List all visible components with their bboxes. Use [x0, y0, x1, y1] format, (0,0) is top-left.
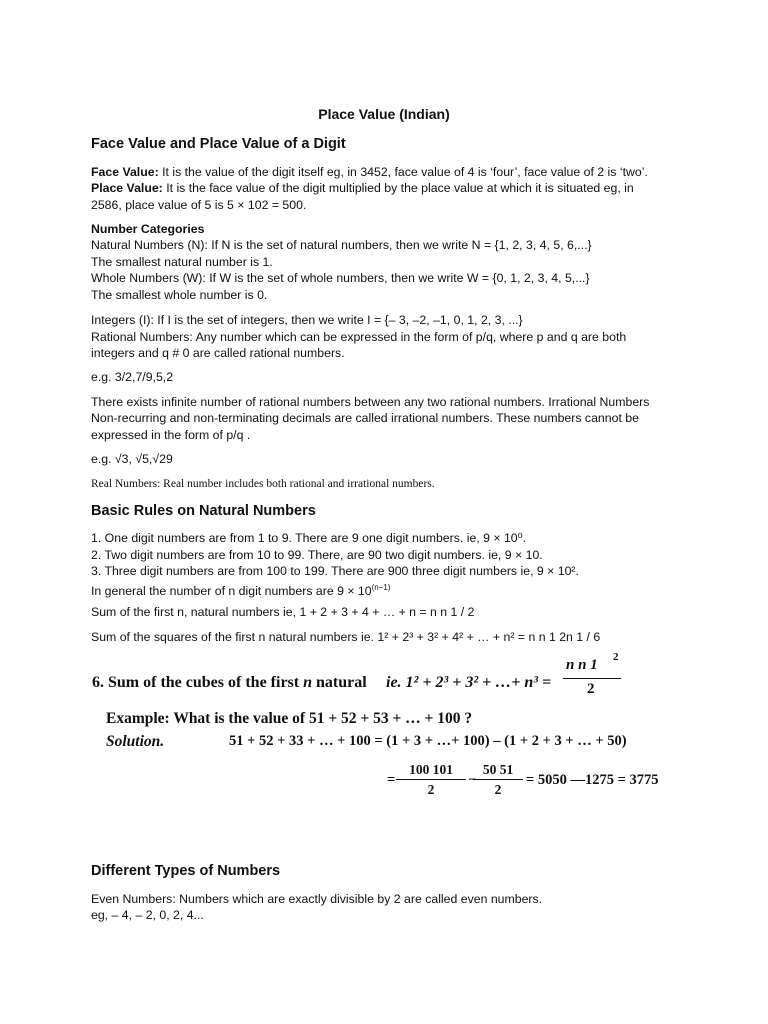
irrational-line3: expressed in the form of p/q .	[91, 428, 251, 442]
cubes-rule-tail: natural	[312, 674, 367, 691]
smallest-whole-line: The smallest whole number is 0.	[91, 288, 268, 302]
irrational-example: e.g. √3, √5,√29	[91, 452, 173, 466]
cubes-fraction-exponent: 2	[613, 651, 619, 663]
natural-numbers-line: Natural Numbers (N): If N is the set of natural numbers, then we write N = {1, 2, 3, 4, 5, 6,...}	[91, 238, 592, 252]
solution-line: 51 + 52 + 33 + … + 100 = (1 + 3 + …+ 100) – (1 + 2 + 3 + … + 50)	[229, 733, 627, 749]
fraction-2-denominator: 2	[494, 782, 502, 797]
irrational-line2: Non-recurring and non-terminating decimals are called irrational numbers. These numbers cannot be	[91, 411, 639, 425]
section-heading-face-place-value: Face Value and Place Value of a Digit	[91, 136, 346, 152]
cubes-fraction-bar	[563, 678, 621, 679]
cubes-rule-text	[92, 674, 367, 692]
sum-squares-line: Sum of the squares of the first n natural numbers ie. 1² + 2³ + 3² + 4² + … + n² = n n 1 2n 1 / 6	[91, 630, 601, 644]
integers-line: Integers (I): If I is the set of integers, then we write I = {– 3, –2, –1, 0, 1, 2, 3, ...}	[91, 313, 523, 327]
rational-example: e.g. 3/2,7/9,5,2	[91, 370, 174, 384]
smallest-natural-line: The smallest natural number is 1.	[91, 255, 273, 269]
place-value-label: Place Value:	[91, 181, 163, 195]
cubes-rule-n: n	[303, 674, 312, 691]
number-categories-heading: Number Categories	[91, 222, 205, 236]
rule-2: 2. Two digit numbers are from 10 to 99. There, are 90 two digit numbers. ie, 9 × 10.	[91, 548, 543, 562]
place-value-text: It is the face value of the digit multiplied by the place value at which it is situated eg, in	[162, 181, 634, 195]
page-title: Place Value (Indian)	[318, 106, 450, 122]
rational-numbers-line2: integers and q # 0 are called rational numbers.	[91, 346, 345, 360]
fraction-1-numerator: 100 101	[396, 762, 466, 780]
solution-equals-sign: =	[387, 772, 396, 788]
face-value-text: It is the value of the digit itself eg, in 3452, face value of 4 is ‘four’, face value of 2 is ‘two’.	[158, 165, 648, 179]
solution-fraction-2	[473, 762, 523, 798]
rule-3: 3. Three digit numbers are from 100 to 199. There are 900 three digit numbers ie, 9 × 10².	[91, 564, 579, 578]
section-heading-basic-rules: Basic Rules on Natural Numbers	[91, 503, 316, 519]
even-numbers-line2: eg, – 4, – 2, 0, 2, 4...	[91, 908, 204, 922]
fraction-2-numerator: 50 51	[473, 762, 523, 780]
place-value-text-line2: 2586, place value of 5 is 5 × 102 = 500.	[91, 198, 307, 212]
solution-label: Solution.	[106, 733, 165, 750]
rule-general-exponent: (n−1)	[371, 583, 391, 592]
solution-minus-sign: −	[468, 772, 477, 788]
example-question: Example: What is the value of 51 + 52 + 53 + … + 100 ?	[106, 710, 473, 727]
rational-numbers-line1: Rational Numbers: Any number which can be expressed in the form of p/q, where p and q are both	[91, 330, 627, 344]
whole-numbers-line: Whole Numbers (W): If W is the set of whole numbers, then we write W = {0, 1, 2, 3, 4, 5,...}	[91, 271, 590, 285]
even-numbers-line1: Even Numbers: Numbers which are exactly divisible by 2 are called even numbers.	[91, 892, 543, 906]
sum-first-n-line: Sum of the first n, natural numbers ie, 1 + 2 + 3 + 4 + … + n = n n 1 / 2	[91, 605, 475, 619]
rule-general	[91, 580, 391, 599]
irrational-line1: There exists infinite number of rational numbers between any two rational numbers. Irrational Numbers	[91, 395, 650, 409]
rule-general-text: In general the number of n digit numbers are 9 × 10	[91, 584, 372, 599]
rule-1: 1. One digit numbers are from 1 to 9. There are 9 one digit numbers. ie, 9 × 10⁰.	[91, 531, 526, 545]
cubes-rule-formula: ie. 1² + 2³ + 3² + …+ n³ =	[386, 674, 552, 691]
cubes-rule-lead: 6. Sum of the cubes of the first	[92, 674, 304, 691]
real-numbers-line: Real Numbers: Real number includes both rational and irrational numbers.	[91, 478, 435, 490]
fraction-1-denominator: 2	[427, 782, 435, 797]
solution-fraction-1	[396, 762, 466, 798]
face-value-paragraph	[91, 164, 648, 180]
cubes-fraction-numerator: n n 1	[566, 657, 598, 673]
cubes-fraction-denominator: 2	[587, 681, 595, 697]
section-heading-types-of-numbers: Different Types of Numbers	[91, 863, 281, 879]
place-value-paragraph	[91, 180, 634, 196]
solution-result: = 5050 —1275 = 3775	[526, 772, 659, 788]
face-value-label: Face Value:	[91, 165, 159, 179]
